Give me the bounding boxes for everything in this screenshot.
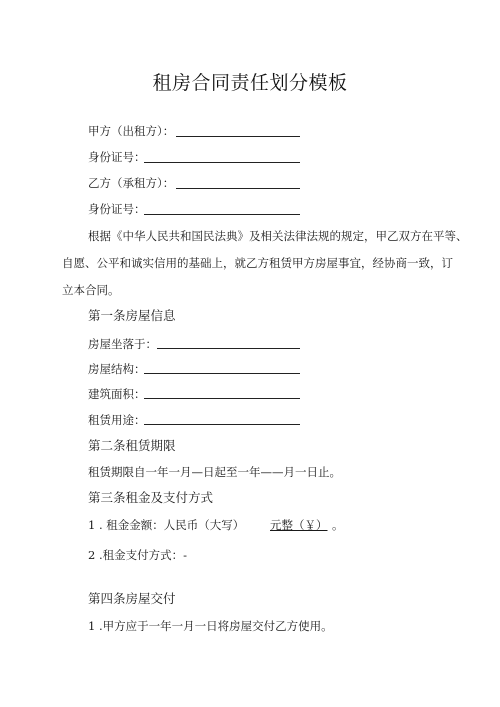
id-b-label: 身份证号： — [88, 202, 146, 216]
party-a-label: 甲方（出租方）： — [88, 124, 175, 138]
area-label: 建筑面积： — [88, 387, 146, 401]
rent-amount-prefix: 1 . 租金金额：人民币（大写） — [88, 518, 245, 532]
location-label: 房屋坐落于： — [88, 337, 157, 351]
lease-term-text: 租赁期限自一年一月—日起至一年——月一日止。 — [88, 465, 341, 479]
id-a-blank — [144, 162, 300, 163]
id-b-blank — [144, 214, 300, 215]
area-blank — [144, 398, 300, 399]
location-blank — [157, 348, 300, 349]
intro-line-2: 自愿、公平和诚实信用的基础上，就乙方租赁甲方房屋事宜，经协商一致，订 — [62, 256, 453, 270]
party-b-label: 乙方（承租方）： — [88, 176, 175, 190]
intro-line-3: 立本合同。 — [62, 283, 120, 297]
handover-item-1: 1 .甲方应于一年一月一日将房屋交付乙方使用。 — [88, 619, 333, 633]
id-a-label: 身份证号： — [88, 150, 146, 164]
article-3-heading: 第三条租金及支付方式 — [88, 490, 214, 505]
use-label: 租赁用途： — [88, 413, 146, 427]
intro-line-1: 根据《中华人民共和国民法典》及相关法律法规的规定，甲乙双方在平等、 — [88, 229, 468, 243]
party-b-blank — [176, 188, 300, 189]
document-title: 租房合同责任划分模板 — [152, 72, 348, 94]
rent-amount-yuan: 元整（￥） — [270, 518, 328, 532]
article-2-heading: 第二条租赁期限 — [88, 438, 176, 453]
structure-label: 房屋结构： — [88, 362, 146, 376]
structure-blank — [144, 373, 300, 374]
article-1-heading: 第一条房屋信息 — [88, 308, 176, 323]
rent-payment-method: 2 .租金支付方式：- — [88, 548, 188, 562]
article-4-heading: 第四条房屋交付 — [88, 591, 176, 606]
party-a-blank — [176, 136, 300, 137]
rent-amount-end: 。 — [332, 518, 344, 532]
use-blank — [144, 424, 300, 425]
